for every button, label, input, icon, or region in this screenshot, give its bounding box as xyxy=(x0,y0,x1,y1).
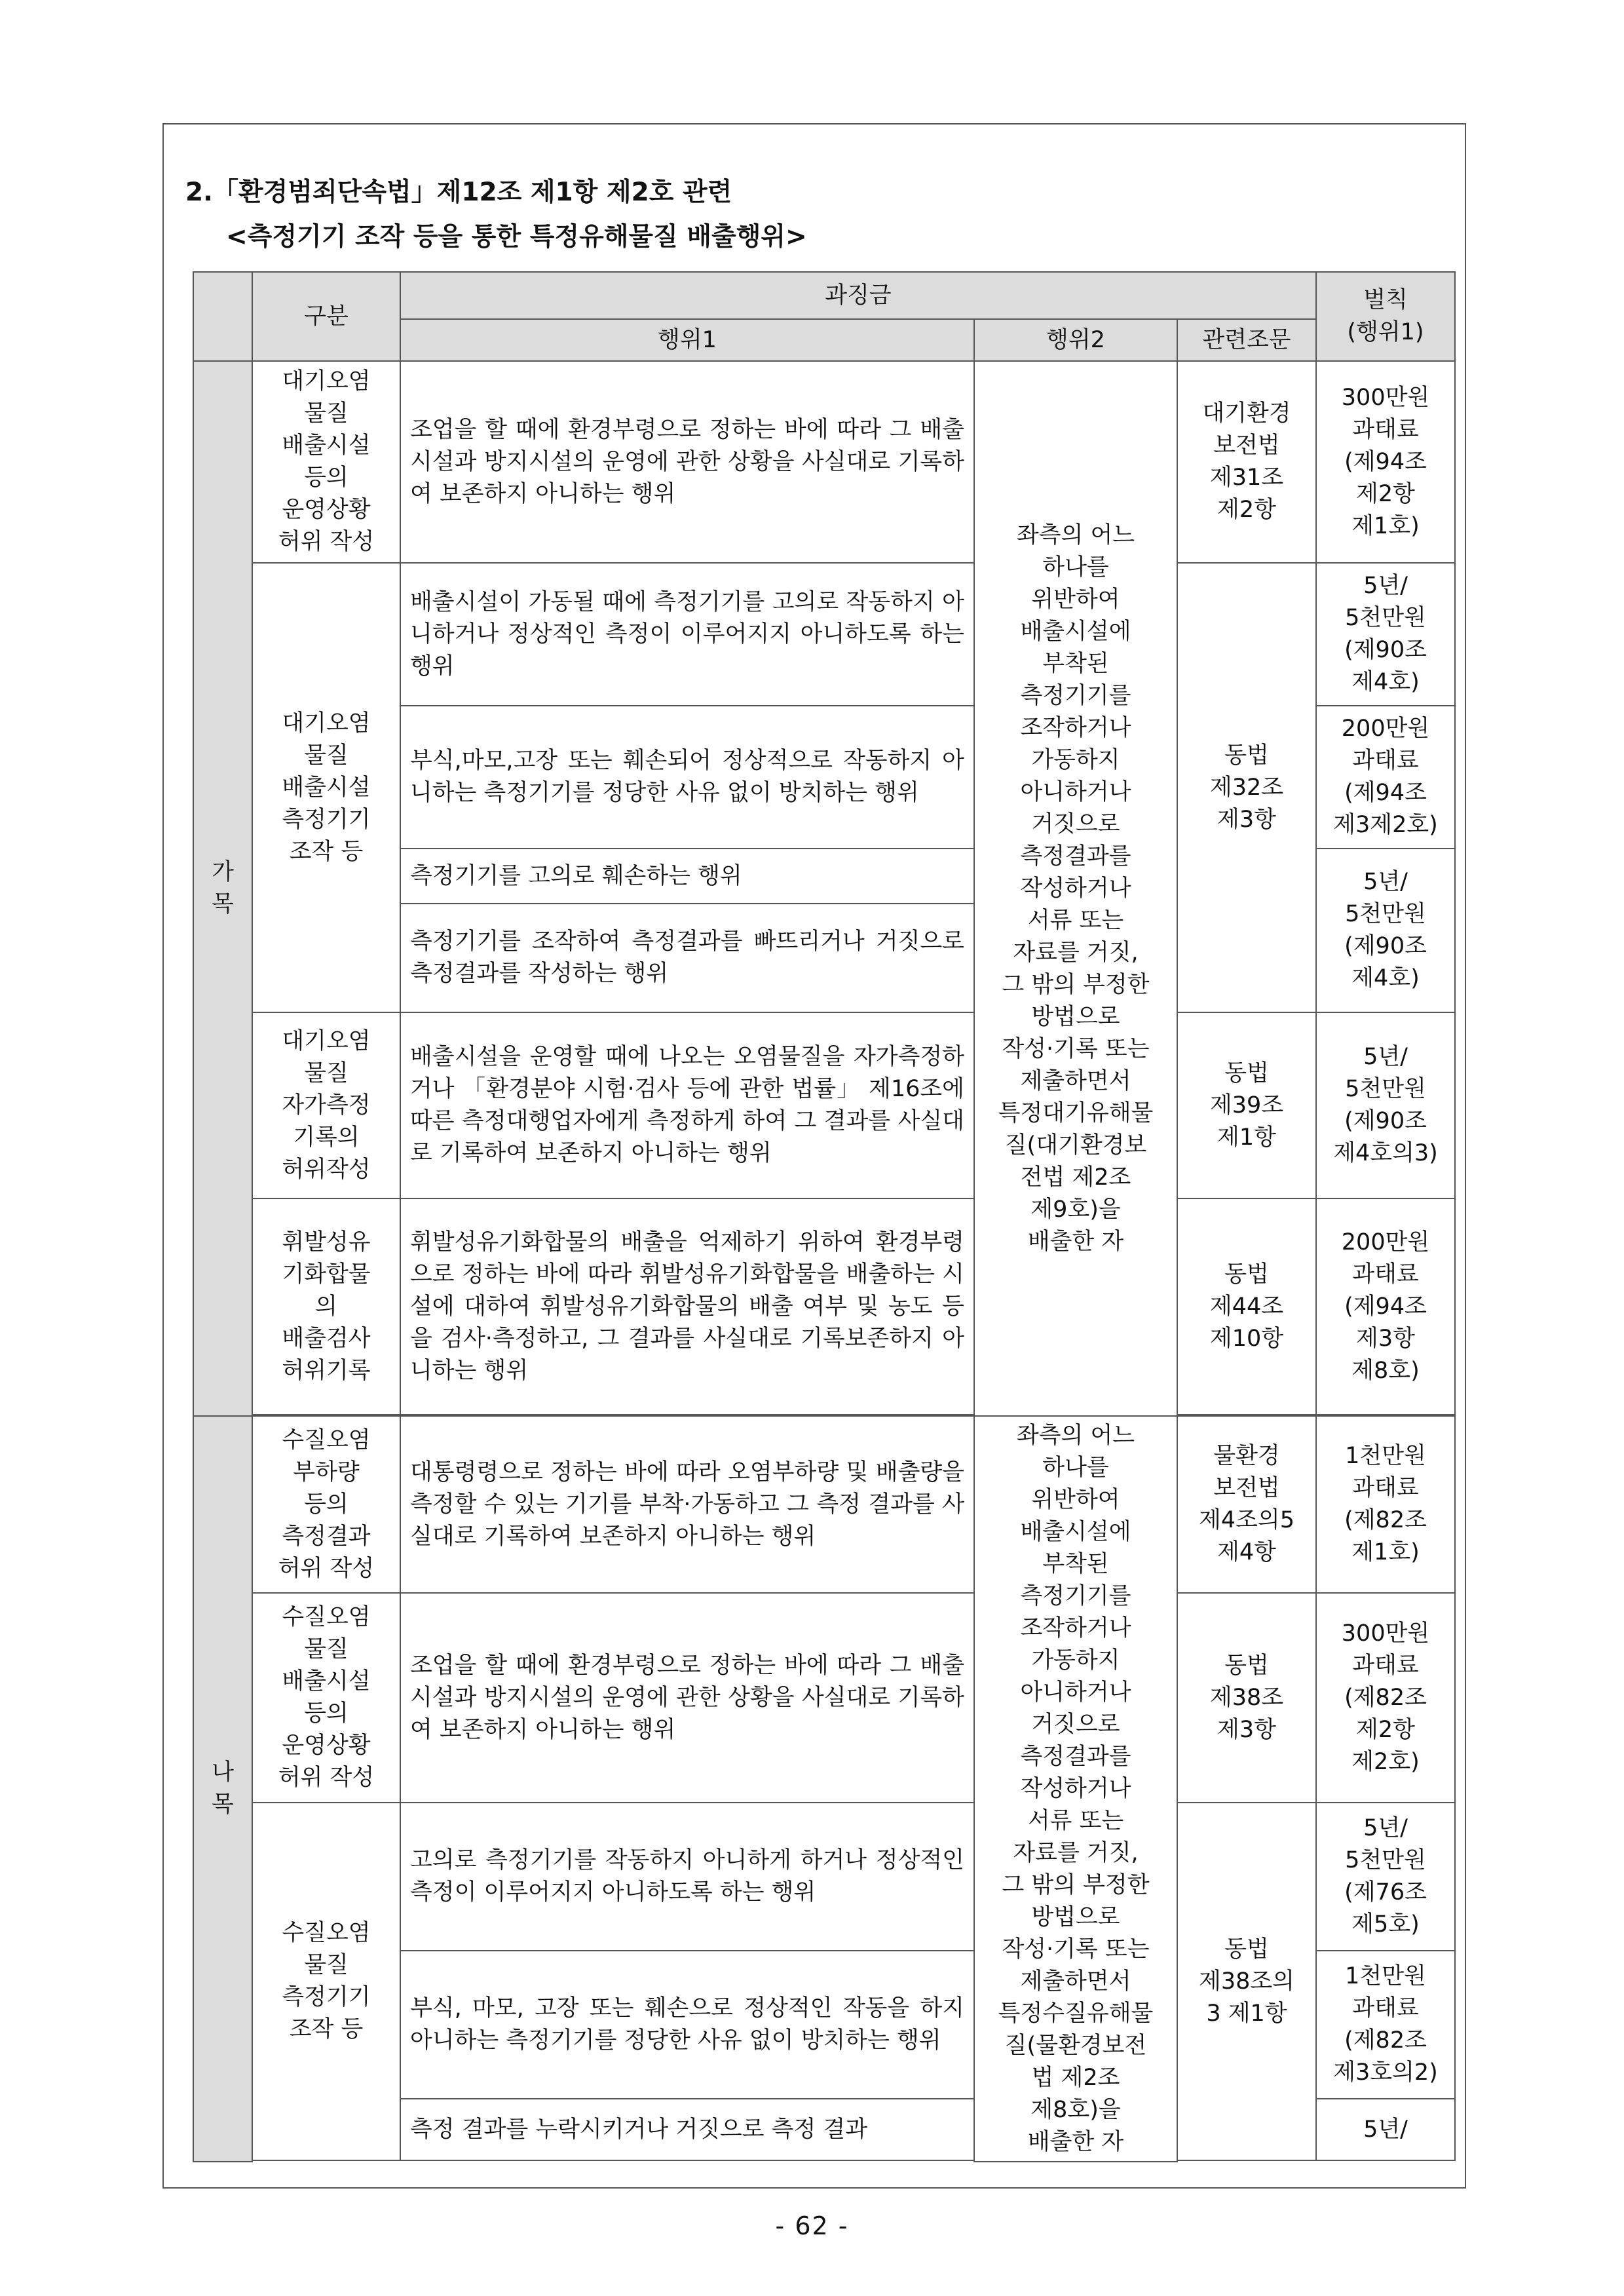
header-blank-cell xyxy=(193,272,252,361)
section-label-ga: 가 목 xyxy=(193,361,252,1416)
header-penalty: 벌칙 (행위1) xyxy=(1316,272,1455,361)
penalty-cell: 300만원 과태료 (제94조 제2항 제1호) xyxy=(1316,361,1455,563)
header-act2: 행위2 xyxy=(974,319,1177,361)
law-cell: 물환경 보전법 제4조의5 제4항 xyxy=(1177,1416,1316,1593)
law-cell: 동법 제38조의 3 제1항 xyxy=(1177,1803,1316,2160)
table-row-spacer xyxy=(193,2160,1455,2162)
act1-cell: 부식, 마모, 고장 또는 훼손으로 정상적인 작동을 하지 아니하는 측정기기를 정당한 사유 없이 방치하는 행위 xyxy=(400,1951,974,2099)
penalty-cell: 5년/ 5천만원 (제76조 제5호) xyxy=(1316,1803,1455,1951)
category-cell: 대기오염 물질 배출시설 등의 운영상황 허위 작성 xyxy=(252,361,400,563)
regulation-table xyxy=(193,271,1456,2162)
law-cell: 동법 제32조 제3항 xyxy=(1177,563,1316,1012)
page-number: - 62 - xyxy=(775,2211,849,2240)
table-row xyxy=(193,1593,1455,1803)
table-row xyxy=(193,1012,1455,1198)
act2-cell: 좌측의 어느 하나를 위반하여 배출시설에 부착된 측정기기를 조작하거나 가동하지 아니하거나 거짓으로 측정결과를 작성하거나 서류 또는 자료를 거짓, 그 밖의 부정한 방법으로 작성·기록 또는 제출하면서 특정수질유해물 질(물환경보전 법 제2조 제8호)을 배출한 자 xyxy=(974,1416,1177,2162)
header-act1: 행위1 xyxy=(400,319,974,361)
category-cell: 수질오염 부하량 등의 측정결과 허위 작성 xyxy=(252,1416,400,1593)
section-subheading: <측정기기 조작 등을 통한 특정유해물질 배출행위> xyxy=(226,222,807,252)
category-cell: 수질오염 물질 배출시설 등의 운영상황 허위 작성 xyxy=(252,1593,400,1803)
penalty-cell: 200만원 과태료 (제94조 제3제2호) xyxy=(1316,706,1455,849)
penalty-cell: 300만원 과태료 (제82조 제2항 제2호) xyxy=(1316,1593,1455,1803)
table-row xyxy=(193,563,1455,706)
table-row xyxy=(193,1416,1455,1593)
penalty-cell: 1천만원 과태료 (제82조 제1호) xyxy=(1316,1416,1455,1593)
category-cell: 수질오염 물질 측정기기 조작 등 xyxy=(252,1803,400,2160)
section-label-na: 나 목 xyxy=(193,1416,252,2162)
section-heading: 2.「환경범죄단속법」제12조 제1항 제2호 관련 xyxy=(185,178,732,207)
table-row xyxy=(193,1198,1455,1415)
category-cell: 대기오염 물질 자가측정 기록의 허위작성 xyxy=(252,1012,400,1198)
law-cell: 동법 제39조 제1항 xyxy=(1177,1012,1316,1198)
table-row xyxy=(193,361,1455,563)
law-cell: 동법 제38조 제3항 xyxy=(1177,1593,1316,1803)
act1-cell: 휘발성유기화합물의 배출을 억제하기 위하여 환경부령으로 정하는 바에 따라 휘발성유기화합물을 배출하는 시설에 대하여 휘발성유기화합물의 배출 여부 및 농도 등을 검사·측정하고, 그 결과를 사실대로 기록보존하지 아니하는 행위 xyxy=(400,1198,974,1415)
act1-cell: 대통령령으로 정하는 바에 따라 오염부하량 및 배출량을 측정할 수 있는 기기를 부착·가동하고 그 측정 결과를 사실대로 기록하여 보존하지 아니하는 행위 xyxy=(400,1416,974,1593)
spacer-cell xyxy=(252,2160,1177,2162)
table-header-row xyxy=(193,272,1455,319)
penalty-cell: 5년/ xyxy=(1316,2099,1455,2160)
act1-cell: 측정기기를 고의로 훼손하는 행위 xyxy=(400,849,974,904)
act1-cell: 배출시설을 운영할 때에 나오는 오염물질을 자가측정하거나 「환경분야 시험·검사 등에 관한 법률」 제16조에 따른 측정대행업자에게 측정하게 하여 그 결과를 사실대로 기록하여 보존하지 아니하는 행위 xyxy=(400,1012,974,1198)
act1-cell: 조업을 할 때에 환경부령으로 정하는 바에 따라 그 배출시설과 방지시설의 운영에 관한 상황을 사실대로 기록하여 보존하지 아니하는 행위 xyxy=(400,1593,974,1803)
penalty-cell: 5년/ 5천만원 (제90조 제4호) xyxy=(1316,849,1455,1012)
penalty-cell: 200만원 과태료 (제94조 제3항 제8호) xyxy=(1316,1198,1455,1415)
act1-cell: 조업을 할 때에 환경부령으로 정하는 바에 따라 그 배출시설과 방지시설의 운영에 관한 상황을 사실대로 기록하여 보존하지 아니하는 행위 xyxy=(400,361,974,563)
header-surcharge: 과징금 xyxy=(400,272,1316,319)
header-gubun: 구분 xyxy=(252,272,400,361)
act1-cell: 측정 결과를 누락시키거나 거짓으로 측정 결과 xyxy=(400,2099,974,2160)
table-row xyxy=(193,1803,1455,1951)
act1-cell: 측정기기를 조작하여 측정결과를 빠뜨리거나 거짓으로 측정결과를 작성하는 행위 xyxy=(400,904,974,1012)
category-cell: 대기오염 물질 배출시설 측정기기 조작 등 xyxy=(252,563,400,1012)
act1-cell: 부식,마모,고장 또는 훼손되어 정상적으로 작동하지 아니하는 측정기기를 정당한 사유 없이 방치하는 행위 xyxy=(400,706,974,849)
act1-cell: 고의로 측정기기를 작동하지 아니하게 하거나 정상적인 측정이 이루어지지 아니하도록 하는 행위 xyxy=(400,1803,974,1951)
act2-cell: 좌측의 어느 하나를 위반하여 배출시설에 부착된 측정기기를 조작하거나 가동하지 아니하거나 거짓으로 측정결과를 작성하거나 서류 또는 자료를 거짓, 그 밖의 부정한 방법으로 작성·기록 또는 제출하면서 특정대기유해물 질(대기환경보 전법 제2조 제9호)을 배출한 자 xyxy=(974,361,1177,1416)
penalty-cell: 5년/ 5천만원 (제90조 제4호) xyxy=(1316,563,1455,706)
law-cell: 대기환경 보전법 제31조 제2항 xyxy=(1177,361,1316,563)
law-cell: 동법 제44조 제10항 xyxy=(1177,1198,1316,1415)
header-law: 관련조문 xyxy=(1177,319,1316,361)
penalty-cell: 1천만원 과태료 (제82조 제3호의2) xyxy=(1316,1951,1455,2099)
category-cell: 휘발성유 기화합물 의 배출검사 허위기록 xyxy=(252,1198,400,1415)
penalty-cell: 5년/ 5천만원 (제90조 제4호의3) xyxy=(1316,1012,1455,1198)
act1-cell: 배출시설이 가동될 때에 측정기기를 고의로 작동하지 아니하거나 정상적인 측정이 이루어지지 아니하도록 하는 행위 xyxy=(400,563,974,706)
